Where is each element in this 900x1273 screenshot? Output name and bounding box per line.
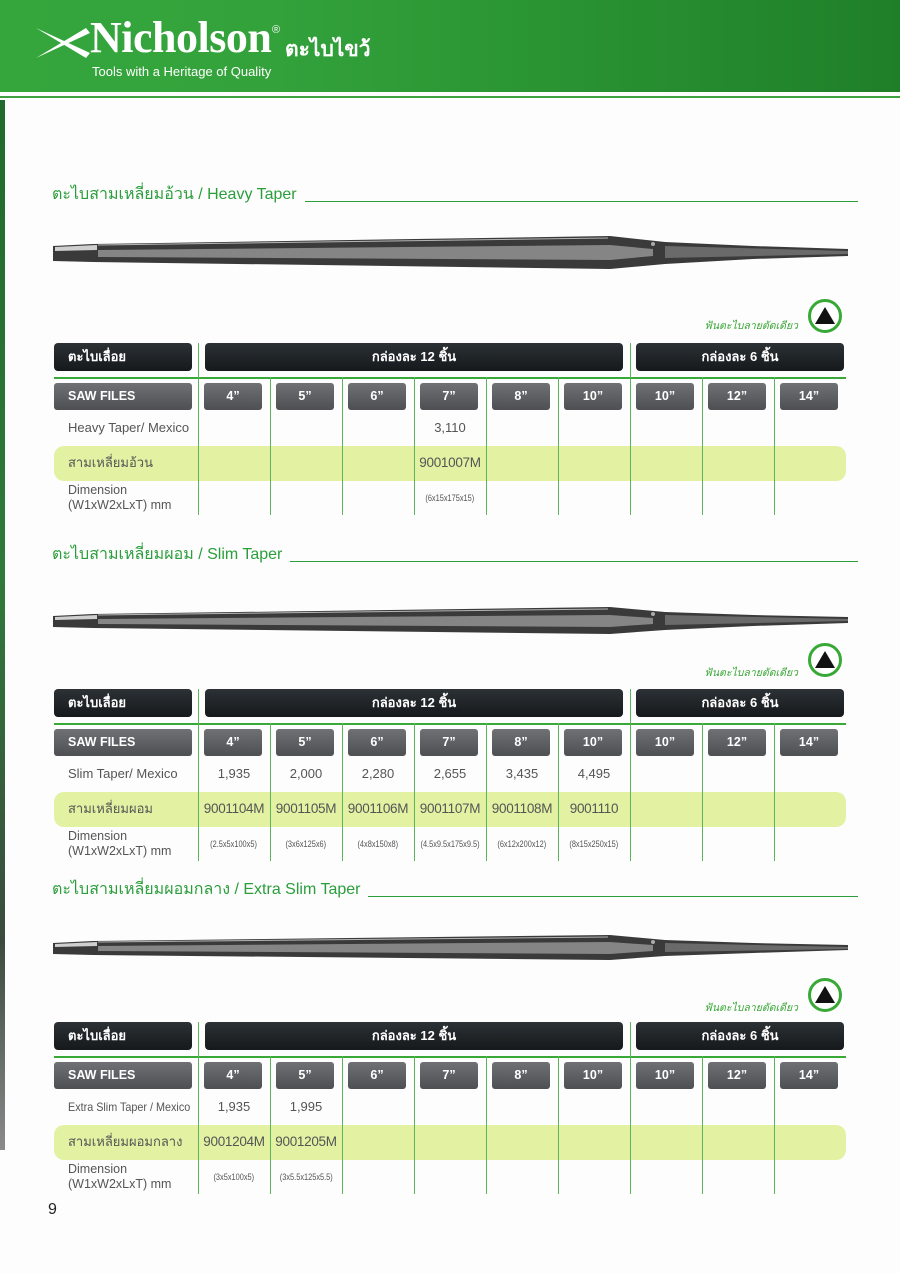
section-title [52,184,858,206]
dimension-cell [414,837,486,851]
product-code-cell: 9001110 [569,801,619,816]
dimension-value: (4.5x9.5x175x9.5) [420,839,480,849]
crossed-files-icon [36,27,90,59]
column-divider [414,1056,415,1194]
price-cell: 1,995 [289,1099,323,1114]
column-divider [630,1022,631,1194]
size-header: 10” [636,1062,694,1089]
dimension-row-label [68,1162,171,1192]
code-row-label: สามเหลี่ยมผอม [68,801,153,816]
price-cell: 2,000 [289,766,323,781]
code-row-label: สามเหลี่ยมผอมกลาง [68,1134,183,1149]
triangular-file-image [53,600,848,640]
dimension-label-line-1: Dimension [68,829,128,843]
header-rule [54,1056,846,1058]
column-divider [342,1056,343,1194]
brand-name: Nicholson [90,13,272,62]
price-cell: 1,935 [217,766,251,781]
section-title-rule [305,201,858,202]
dimension-label-line-1: Dimension [68,483,128,497]
price-cell: 4,495 [577,766,611,781]
section-title-text: ตะไบสามเหลี่ยมผอมกลาง / Extra Slim Taper [52,881,361,898]
saw-files-label: SAW FILES [54,383,192,410]
column-divider [486,1056,487,1194]
dimension-value: (2.5x5x100x5) [210,839,258,849]
saw-files-label: SAW FILES [54,1062,192,1089]
triangular-file-image [53,927,848,967]
product-code-cell: 9001106M [347,801,409,816]
product-section-slim-taper [0,544,900,864]
size-header: 4” [204,729,262,756]
product-code-cell: 9001107M [419,801,481,816]
dimension-label-line-1: Dimension [68,1162,128,1176]
size-header: 12” [708,1062,766,1089]
triangle-glyph [815,986,835,1003]
column-divider [774,723,775,861]
dimension-value: (3x5.5x125x5.5) [279,1172,333,1182]
triangle-icon [808,643,842,677]
header-rule [54,377,846,379]
size-header: 12” [708,729,766,756]
table-corner-header: ตะไบเลื่อย [54,689,192,717]
column-divider [630,689,631,861]
product-code-cell: 9001204M [203,1134,265,1149]
size-header: 14” [780,729,838,756]
size-header: 4” [204,1062,262,1089]
table-corner-header: ตะไบเลื่อย [54,343,192,371]
price-table [54,1022,846,1197]
triangular-file-image [53,232,848,272]
size-header: 10” [564,1062,622,1089]
triangle-icon [808,299,842,333]
size-header: 6” [348,383,406,410]
column-divider [558,377,559,515]
size-header: 10” [564,729,622,756]
size-header: 5” [276,383,334,410]
size-header: 5” [276,729,334,756]
section-title-text: ตะไบสามเหลี่ยมอ้วน / Heavy Taper [52,186,297,203]
code-row-label: สามเหลี่ยมอ้วน [68,455,153,470]
pack-12-header: กล่องละ 12 ชิ้น [205,689,623,717]
dimension-label-line-2: (W1xW2xLxT) mm [68,498,172,512]
dimension-value: (6x15x175x15) [425,493,475,503]
column-divider [630,343,631,515]
size-header: 7” [420,729,478,756]
triangle-glyph [815,307,835,324]
dimension-cell [414,491,486,505]
pack-6-header: กล่องละ 6 ชิ้น [636,689,844,717]
tooth-pattern-label: ฟันตะไบลายตัดเดียว [704,320,798,332]
section-title-rule [290,561,858,562]
dimension-cell [198,837,270,851]
pack-12-header: กล่องละ 12 ชิ้น [205,1022,623,1050]
price-cell: 3,110 [434,420,466,435]
dimension-value: (4x8x150x8) [357,839,399,849]
dimension-row-label [68,483,171,513]
size-header: 8” [492,1062,550,1089]
price-table [54,689,846,864]
brand-name-thai: ตะไบไขว้ [285,38,371,61]
dimension-value: (6x12x200x12) [497,839,547,849]
column-divider [486,377,487,515]
price-row-label: Extra Slim Taper / Mexico [68,1100,191,1114]
product-code-cell: 9001205M [275,1134,337,1149]
saw-files-label: SAW FILES [54,729,192,756]
dimension-cell [198,1170,270,1184]
size-header: 8” [492,729,550,756]
dimension-label-line-2: (W1xW2xLxT) mm [68,1177,172,1191]
column-divider [702,377,703,515]
size-header: 6” [348,1062,406,1089]
table-corner-header: ตะไบเลื่อย [54,1022,192,1050]
size-header: 10” [636,729,694,756]
page-header [0,0,900,92]
dimension-value: (8x15x250x15) [569,839,619,849]
price-row-label: Heavy Taper/ Mexico [68,420,190,435]
size-header: 4” [204,383,262,410]
pack-12-header: กล่องละ 12 ชิ้น [205,343,623,371]
price-table [54,343,846,518]
dimension-row-label [68,829,171,859]
price-cell: 2,280 [361,766,395,781]
size-header: 14” [780,383,838,410]
dimension-cell [486,837,558,851]
column-divider [702,1056,703,1194]
product-code-cell: 9001105M [275,801,337,816]
column-divider [342,377,343,515]
size-header: 6” [348,729,406,756]
column-divider [774,377,775,515]
product-code-cell: 9001007M [419,455,481,470]
dimension-value: (3x5x100x5) [213,1172,255,1182]
price-row-label: Slim Taper/ Mexico [68,766,178,781]
triangle-glyph [815,651,835,668]
registered-mark: ® [272,24,281,36]
price-cell: 3,435 [505,766,539,781]
price-cell: 1,935 [217,1099,251,1114]
price-cell: 2,655 [433,766,467,781]
page-number: 9 [48,1201,57,1218]
size-header: 10” [636,383,694,410]
dimension-cell [558,837,630,851]
header-rule [54,723,846,725]
dimension-cell [270,1170,342,1184]
tooth-pattern-label: ฟันตะไบลายตัดเดียว [704,1002,798,1014]
triangle-icon [808,978,842,1012]
product-section-extra-slim-taper [0,879,900,1199]
size-header: 8” [492,383,550,410]
dimension-label-line-2: (W1xW2xLxT) mm [68,844,172,858]
dimension-cell [342,837,414,851]
product-code-cell: 9001108M [491,801,553,816]
size-header: 14” [780,1062,838,1089]
section-title-text: ตะไบสามเหลี่ยมผอม / Slim Taper [52,546,283,563]
dimension-cell [270,837,342,851]
column-divider [702,723,703,861]
size-header: 7” [420,1062,478,1089]
column-divider [198,343,199,515]
size-header: 7” [420,383,478,410]
size-header: 12” [708,383,766,410]
product-code-cell: 9001104M [203,801,265,816]
dimension-value: (3x6x125x6) [285,839,327,849]
section-title-rule [368,896,858,897]
column-divider [270,377,271,515]
product-section-heavy-taper [0,184,900,512]
brand-tagline: Tools with a Heritage of Quality [92,64,272,79]
header-divider [0,96,900,98]
section-title [52,879,858,901]
pack-6-header: กล่องละ 6 ชิ้น [636,1022,844,1050]
section-title [52,544,858,566]
size-header: 10” [564,383,622,410]
size-header: 5” [276,1062,334,1089]
pack-6-header: กล่องละ 6 ชิ้น [636,343,844,371]
tooth-pattern-label: ฟันตะไบลายตัดเดียว [704,667,798,679]
column-divider [774,1056,775,1194]
column-divider [558,1056,559,1194]
